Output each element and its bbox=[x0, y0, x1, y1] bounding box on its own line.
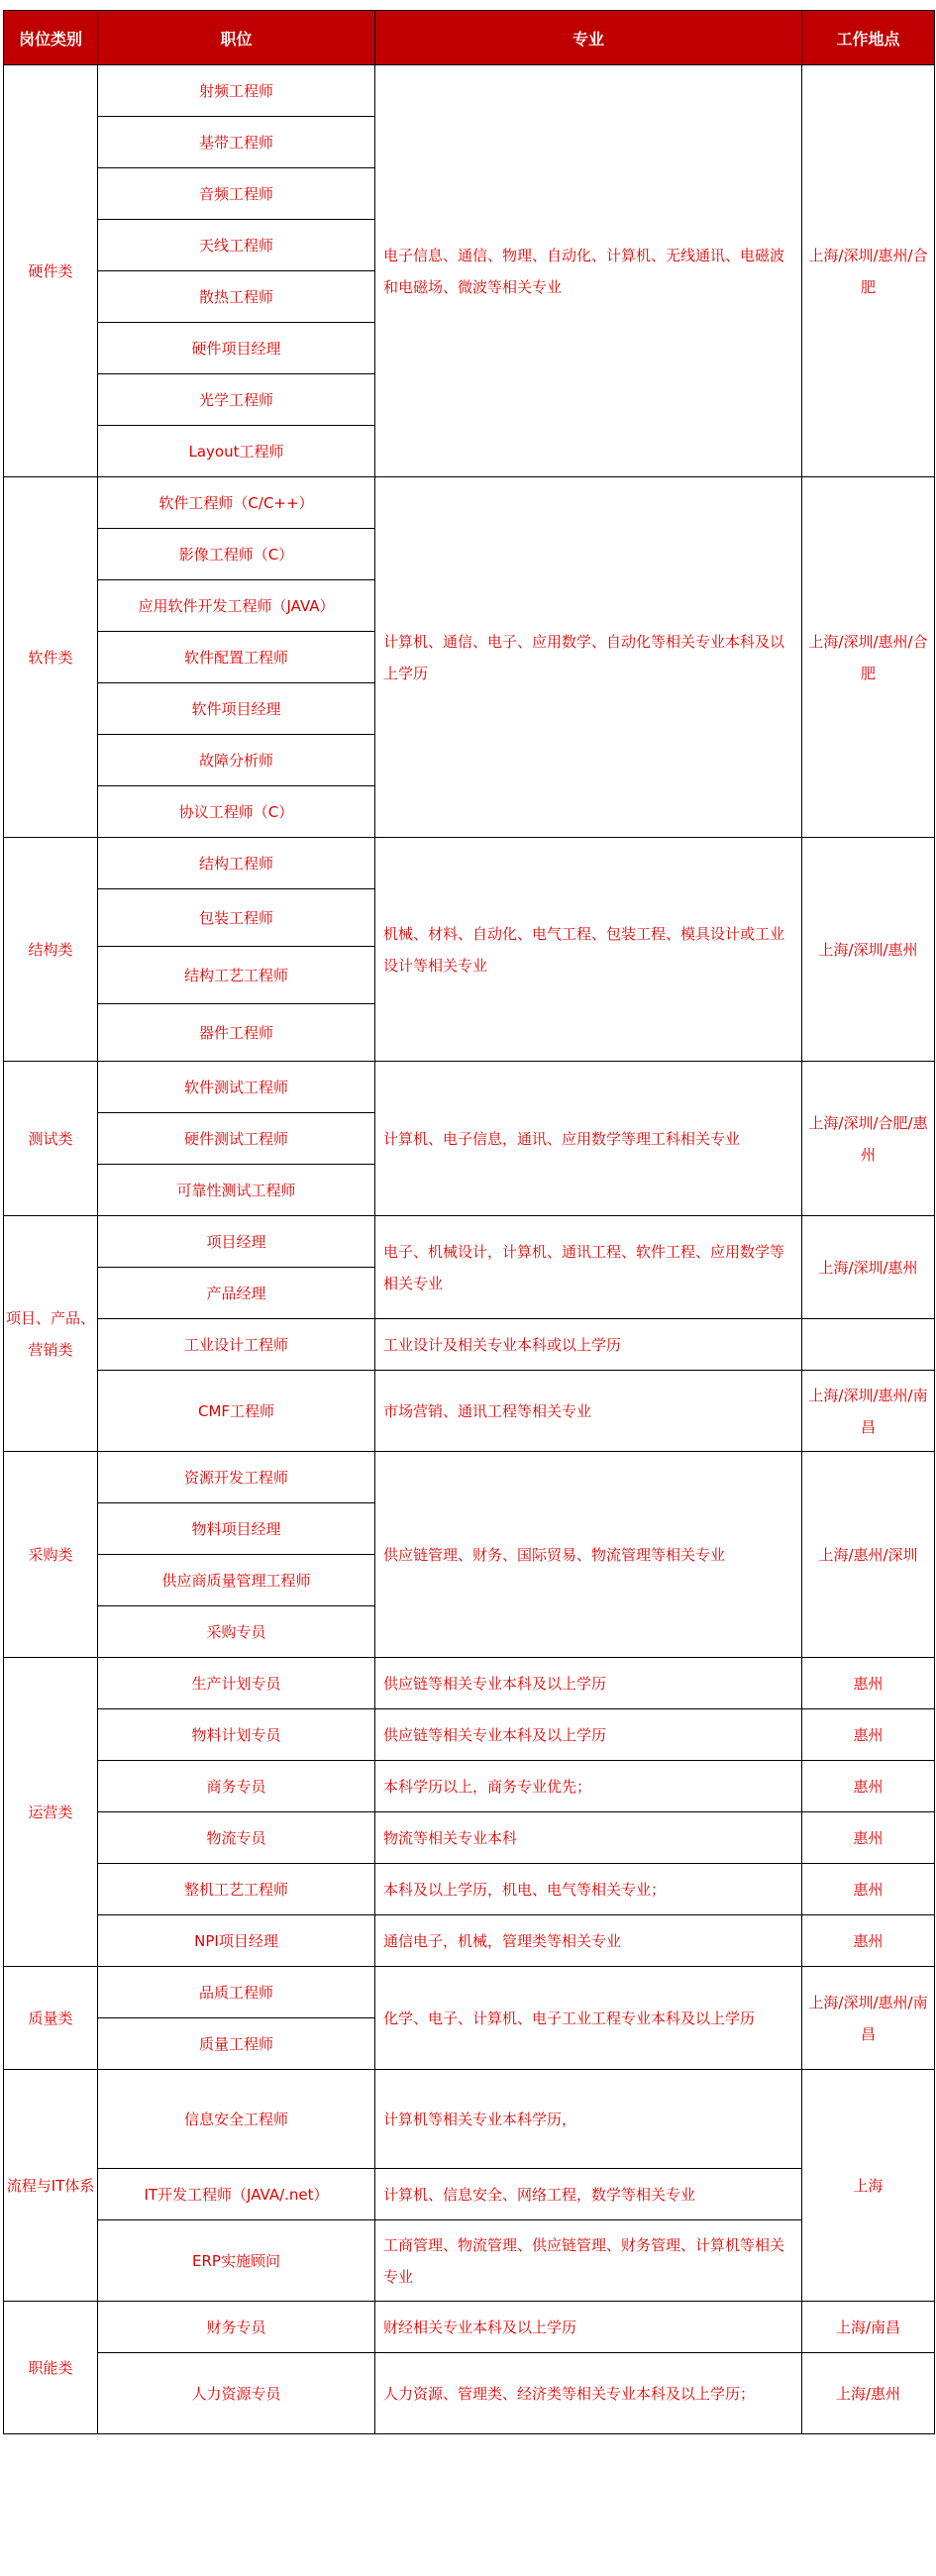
position-cell: 软件配置工程师 bbox=[98, 632, 375, 683]
position-cell: 可靠性测试工程师 bbox=[98, 1165, 375, 1216]
position-cell: ERP实施顾问 bbox=[98, 2220, 375, 2302]
table-row bbox=[4, 1915, 935, 1967]
position-cell: 软件工程师（C/C++） bbox=[98, 477, 375, 529]
position-cell: 整机工艺工程师 bbox=[98, 1864, 375, 1915]
position-cell: 项目经理 bbox=[98, 1216, 375, 1268]
location-cell: 上海/惠州/深圳 bbox=[802, 1452, 935, 1658]
category-cell: 结构类 bbox=[4, 838, 98, 1062]
position-cell: 资源开发工程师 bbox=[98, 1452, 375, 1503]
header-category: 岗位类别 bbox=[4, 11, 98, 65]
table-row bbox=[4, 2353, 935, 2434]
position-cell: 基带工程师 bbox=[98, 117, 375, 168]
major-cell: 通信电子，机械，管理类等相关专业 bbox=[375, 1915, 802, 1967]
location-cell bbox=[802, 1319, 935, 1371]
major-cell: 工商管理、物流管理、供应链管理、财务管理、计算机等相关专业 bbox=[375, 2220, 802, 2302]
category-cell: 项目、产品、营销类 bbox=[4, 1216, 98, 1452]
table-row bbox=[4, 1216, 935, 1268]
major-cell: 财经相关专业本科及以上学历 bbox=[375, 2302, 802, 2353]
position-cell: 结构工艺工程师 bbox=[98, 947, 375, 1004]
table-row bbox=[4, 1371, 935, 1452]
position-cell: 信息安全工程师 bbox=[98, 2070, 375, 2169]
category-cell: 硬件类 bbox=[4, 65, 98, 477]
position-cell: 软件测试工程师 bbox=[98, 1062, 375, 1113]
table-row bbox=[4, 2070, 935, 2169]
header-major: 专业 bbox=[375, 11, 802, 65]
location-cell: 上海 bbox=[802, 2070, 935, 2302]
position-cell: 工业设计工程师 bbox=[98, 1319, 375, 1371]
position-cell: 硬件测试工程师 bbox=[98, 1113, 375, 1165]
major-cell: 市场营销、通讯工程等相关专业 bbox=[375, 1371, 802, 1452]
location-cell: 上海/深圳/惠州 bbox=[802, 838, 935, 1062]
category-cell: 质量类 bbox=[4, 1967, 98, 2070]
table-row bbox=[4, 1062, 935, 1113]
position-cell: 光学工程师 bbox=[98, 374, 375, 426]
table-row bbox=[4, 477, 935, 529]
major-cell: 计算机、通信、电子、应用数学、自动化等相关专业本科及以上学历 bbox=[375, 477, 802, 838]
table-row bbox=[4, 1864, 935, 1915]
major-cell: 人力资源、管理类、经济类等相关专业本科及以上学历； bbox=[375, 2353, 802, 2434]
category-cell: 职能类 bbox=[4, 2302, 98, 2434]
position-cell: 物料项目经理 bbox=[98, 1503, 375, 1555]
location-cell: 上海/深圳/惠州/合肥 bbox=[802, 65, 935, 477]
location-cell: 惠州 bbox=[802, 1761, 935, 1812]
position-cell: 射频工程师 bbox=[98, 65, 375, 117]
position-cell: 散热工程师 bbox=[98, 271, 375, 323]
position-cell: 供应商质量管理工程师 bbox=[98, 1555, 375, 1606]
table-row bbox=[4, 1658, 935, 1709]
location-cell: 上海/深圳/惠州/南昌 bbox=[802, 1967, 935, 2070]
position-cell: 质量工程师 bbox=[98, 2018, 375, 2070]
position-cell: 协议工程师（C） bbox=[98, 786, 375, 838]
table-row bbox=[4, 2302, 935, 2353]
major-cell: 化学、电子、计算机、电子工业工程专业本科及以上学历 bbox=[375, 1967, 802, 2070]
table-row bbox=[4, 2169, 935, 2220]
table-row bbox=[4, 65, 935, 117]
recruitment-table bbox=[3, 10, 935, 2434]
table-row bbox=[4, 838, 935, 889]
major-cell: 供应链等相关专业本科及以上学历 bbox=[375, 1658, 802, 1709]
table-row bbox=[4, 1452, 935, 1503]
major-cell: 本科学历以上，商务专业优先； bbox=[375, 1761, 802, 1812]
recruitment-table-container bbox=[3, 10, 934, 2434]
major-cell: 物流等相关专业本科 bbox=[375, 1812, 802, 1864]
position-cell: 器件工程师 bbox=[98, 1004, 375, 1062]
major-cell: 供应链管理、财务、国际贸易、物流管理等相关专业 bbox=[375, 1452, 802, 1658]
table-row bbox=[4, 1709, 935, 1761]
category-cell: 采购类 bbox=[4, 1452, 98, 1658]
table-body bbox=[4, 65, 935, 2434]
table-row bbox=[4, 1761, 935, 1812]
category-cell: 运营类 bbox=[4, 1658, 98, 1967]
position-cell: 品质工程师 bbox=[98, 1967, 375, 2018]
header-location: 工作地点 bbox=[802, 11, 935, 65]
position-cell: 软件项目经理 bbox=[98, 683, 375, 735]
location-cell: 上海/深圳/合肥/惠州 bbox=[802, 1062, 935, 1216]
major-cell: 电子、机械设计，计算机、通讯工程、软件工程、应用数学等相关专业 bbox=[375, 1216, 802, 1319]
position-cell: IT开发工程师（JAVA/.net） bbox=[98, 2169, 375, 2220]
table-row bbox=[4, 1967, 935, 2018]
position-cell: 财务专员 bbox=[98, 2302, 375, 2353]
header-row bbox=[4, 11, 935, 65]
major-cell: 电子信息、通信、物理、自动化、计算机、无线通讯、电磁波和电磁场、微波等相关专业 bbox=[375, 65, 802, 477]
position-cell: 硬件项目经理 bbox=[98, 323, 375, 374]
position-cell: 物流专员 bbox=[98, 1812, 375, 1864]
location-cell: 上海/惠州 bbox=[802, 2353, 935, 2434]
position-cell: 应用软件开发工程师（JAVA） bbox=[98, 580, 375, 632]
category-cell: 软件类 bbox=[4, 477, 98, 838]
category-cell: 流程与IT体系 bbox=[4, 2070, 98, 2302]
major-cell: 计算机、信息安全、网络工程，数学等相关专业 bbox=[375, 2169, 802, 2220]
table-row bbox=[4, 2220, 935, 2302]
location-cell: 惠州 bbox=[802, 1709, 935, 1761]
position-cell: 包装工程师 bbox=[98, 889, 375, 947]
position-cell: Layout工程师 bbox=[98, 426, 375, 477]
position-cell: 音频工程师 bbox=[98, 168, 375, 220]
position-cell: 商务专员 bbox=[98, 1761, 375, 1812]
location-cell: 惠州 bbox=[802, 1864, 935, 1915]
position-cell: 故障分析师 bbox=[98, 735, 375, 786]
position-cell: 采购专员 bbox=[98, 1606, 375, 1658]
location-cell: 惠州 bbox=[802, 1812, 935, 1864]
major-cell: 本科及以上学历，机电、电气等相关专业； bbox=[375, 1864, 802, 1915]
position-cell: NPI项目经理 bbox=[98, 1915, 375, 1967]
location-cell: 上海/深圳/惠州 bbox=[802, 1216, 935, 1319]
position-cell: 产品经理 bbox=[98, 1268, 375, 1319]
major-cell: 计算机、电子信息，通讯、应用数学等理工科相关专业 bbox=[375, 1062, 802, 1216]
position-cell: 结构工程师 bbox=[98, 838, 375, 889]
location-cell: 惠州 bbox=[802, 1658, 935, 1709]
location-cell: 惠州 bbox=[802, 1915, 935, 1967]
position-cell: 物料计划专员 bbox=[98, 1709, 375, 1761]
major-cell: 供应链等相关专业本科及以上学历 bbox=[375, 1709, 802, 1761]
table-row bbox=[4, 1319, 935, 1371]
table-row bbox=[4, 1812, 935, 1864]
major-cell: 计算机等相关专业本科学历， bbox=[375, 2070, 802, 2169]
header-position: 职位 bbox=[98, 11, 375, 65]
position-cell: 人力资源专员 bbox=[98, 2353, 375, 2434]
position-cell: 生产计划专员 bbox=[98, 1658, 375, 1709]
position-cell: 影像工程师（C） bbox=[98, 529, 375, 580]
location-cell: 上海/南昌 bbox=[802, 2302, 935, 2353]
category-cell: 测试类 bbox=[4, 1062, 98, 1216]
position-cell: 天线工程师 bbox=[98, 220, 375, 271]
major-cell: 工业设计及相关专业本科或以上学历 bbox=[375, 1319, 802, 1371]
location-cell: 上海/深圳/惠州/南昌 bbox=[802, 1371, 935, 1452]
location-cell: 上海/深圳/惠州/合肥 bbox=[802, 477, 935, 838]
major-cell: 机械、材料、自动化、电气工程、包装工程、模具设计或工业设计等相关专业 bbox=[375, 838, 802, 1062]
position-cell: CMF工程师 bbox=[98, 1371, 375, 1452]
